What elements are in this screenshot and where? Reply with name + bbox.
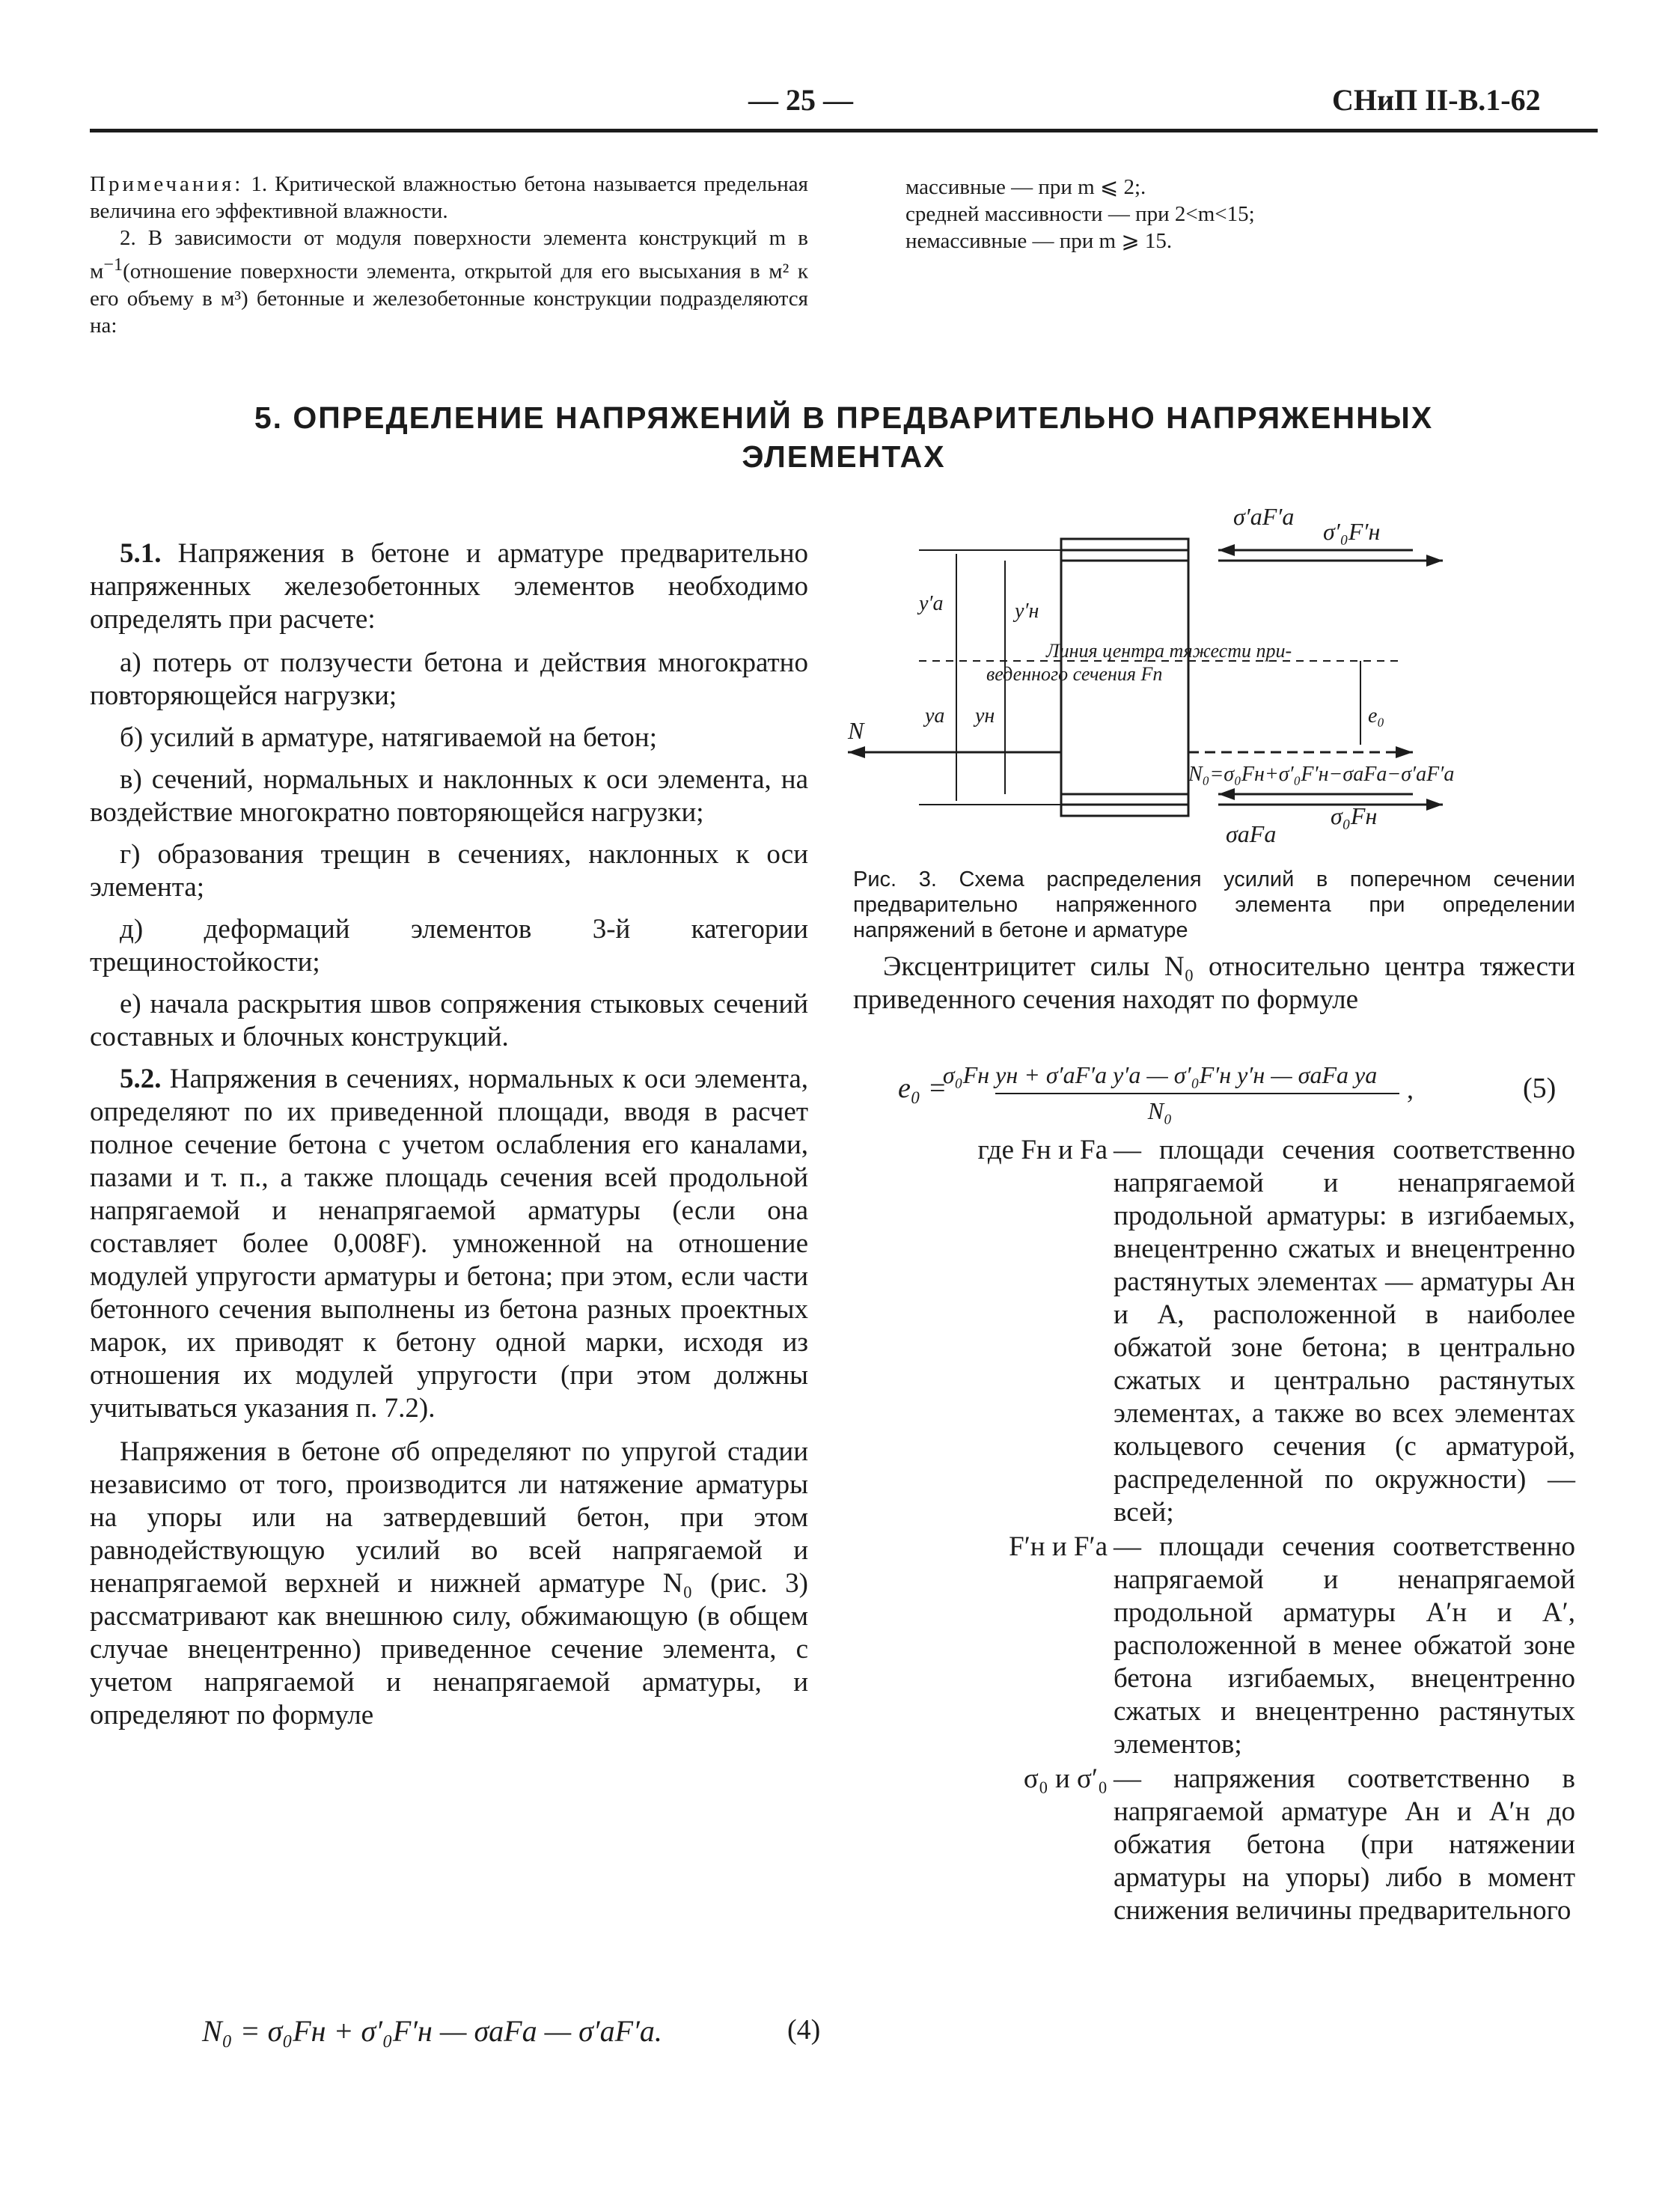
note-2-text: 2. В зависимости от модуля поверхности элемента конструкций m в м xyxy=(90,226,808,284)
list-item: массивные — при m ⩽ 2;. xyxy=(905,175,1146,199)
definition-item xyxy=(853,1763,1575,1927)
formula-5-lhs: e₀ = xyxy=(898,1073,947,1104)
section-title-line-1: 5. ОПРЕДЕЛЕНИЕ НАПРЯЖЕНИЙ В ПРЕДВАРИТЕЛЬНО НАПРЯЖЕННЫХ xyxy=(254,400,1434,435)
definition-item xyxy=(853,1531,1575,1761)
formula-5-numerator: σ₀Fн yн + σ′аF′а y′а — σ′₀F′н y′н — σаFа yа xyxy=(942,1061,1378,1088)
left-column xyxy=(90,537,808,1742)
notes-right xyxy=(853,171,1575,254)
definition-text: — площади сечения соответственно напрягаемой и ненапрягаемой продольной арматуры: в изгибаемых, внецентренно сжатых и внецентренно растянутых элементах — арматуры Aн и A, расположенной в наиболее обжатой зоне бетона; в центрально сжатых и центрально растянутых элементах, а также во всех элементах кольцевого сечения (с арматурой, распределенной по окружности) — всей; xyxy=(1114,1135,1575,1528)
note-2-sup: −1 xyxy=(103,254,123,275)
clause-number: 5.2. xyxy=(120,1064,162,1094)
notes-left xyxy=(90,171,808,339)
paragraph-5-1 xyxy=(90,537,808,636)
arrowhead xyxy=(848,746,865,758)
definition-text: — напряжения соответственно в напрягаемой арматуре Aн и A′н до обжатия бетона (при натяжении арматуры на упоры) либо в момент снижения величины предварительного xyxy=(1114,1763,1575,1926)
label-external-force: N xyxy=(848,717,864,744)
fraction-bar xyxy=(995,1093,1399,1094)
force-diagram xyxy=(844,498,1596,857)
list-item: г) образования трещин в сечениях, наклонных к оси элемента; xyxy=(90,839,808,903)
list-item: б) усилий в арматуре, натягиваемой на бетон; xyxy=(120,722,657,753)
label-bottom-prestressed: σ₀Fн xyxy=(1331,802,1378,829)
list-item: в) сечений, нормальных и наклонных к оси элемента, на воздействие многократно повторяющейся нагрузки; xyxy=(90,764,808,828)
clause-text: Напряжения в сечениях, нормальных к оси элемента, определяют по их приведенной площади, вводя в расчет полное сечение бетона с учетом ослабления его каналами, пазами и т. п., а также площадь сечения всей продольной напрягаемой и ненапрягаемой арматуры (если она составляет более 0,008F). умноженной на отношение модулей упругости арматуры и бетона; при этом, если части бетонного сечения выполнены из бетона разных проектных марок, их приводят к бетону одной марки, исходя из отношения их модулей упругости (при этом должны учитываться указания п. 7.2). xyxy=(90,1064,808,1424)
axis-label-line-1: Линия центра тяжести при- xyxy=(1046,640,1292,662)
calculation-list xyxy=(90,647,808,1054)
label-top-prestressed: σ′₀F′н xyxy=(1323,518,1381,545)
list-item: средней массивности — при 2<m<15; xyxy=(905,202,1255,226)
label-e0: e₀ xyxy=(1368,704,1385,728)
list-item: д) деформаций элементов 3-й категории трещиностойкости; xyxy=(90,914,808,978)
label-bottom-nonprestressed: σаFа xyxy=(1226,820,1277,847)
axis-label-line-2: веденного сечения Fп xyxy=(986,663,1163,685)
formula-5-denominator: N₀ xyxy=(1147,1097,1173,1124)
note-2-start xyxy=(90,225,808,339)
note-1: 1. Критической влажностью бетона называется предельная величина его эффективной влажности. xyxy=(90,172,808,223)
arrowhead xyxy=(1426,555,1443,567)
figure-caption: Рис. 3. Схема распределения усилий в поперечном сечении предварительно напряженного элемента при определении напряжений в бетоне и арматуре xyxy=(853,867,1575,942)
label-resultant: N₀=σ₀Fн+σ′₀F′н−σаFа−σ′аF′а xyxy=(1188,763,1455,786)
formula-4: N₀ = σ₀Fн + σ′₀F′н — σаFа — σ′аF′а. xyxy=(202,2014,662,2048)
formula-5-number: (5) xyxy=(1523,1073,1557,1104)
definitions xyxy=(853,1134,1575,1927)
notes-label: Примечания: xyxy=(90,172,244,196)
section-title-line-2: ЭЛЕМЕНТАХ xyxy=(742,439,946,474)
arrowhead xyxy=(1426,799,1443,811)
paragraph-concrete-stress: Напряжения в бетоне σб определяют по упругой стадии независимо от того, производится ли натяжение арматуры на упоры или на затвердевший бетон, при этом равнодействующую усилий во всей напрягаемой и ненапрягаемой верхней и нижней арматуре N₀ (рис. 3) рассматривают как внешнюю силу, обжимающую (в общем случае внецентренно) приведенное сечение элемента, с учетом напрягаемой и ненапрягаемой арматуры, и определяют по формуле xyxy=(90,1436,808,1730)
list-item: немассивные — при m ⩾ 15. xyxy=(905,229,1173,253)
definition-text: — площади сечения соответственно напрягаемой и ненапрягаемой продольной арматуры A′н и A′, расположенной в менее обжатой зоне бетона изгибаемых, внецентренно сжатых и внецентренно растянутых элементов; xyxy=(1114,1531,1575,1760)
definition-term: F′н и F′а xyxy=(1009,1531,1108,1562)
label-y-h: yн xyxy=(975,704,995,728)
page-number: — 25 — xyxy=(748,83,853,117)
paragraph-eccentricity: Эксцентрицитет силы N₀ относительно центра тяжести приведенного сечения находят по формуле xyxy=(853,951,1575,1015)
list-item: а) потерь от ползучести бетона и действия многократно повторяющейся нагрузки; xyxy=(90,647,808,711)
paragraph-5-2 xyxy=(90,1063,808,1425)
massiveness-list xyxy=(905,174,1575,254)
definition-item xyxy=(853,1134,1575,1529)
formula-4-number: (4) xyxy=(787,2014,821,2046)
label-y-a-prime: y′а xyxy=(919,592,944,615)
header-rule xyxy=(90,129,1598,132)
right-column-intro xyxy=(853,951,1575,1027)
arrowhead xyxy=(1396,746,1413,758)
arrowhead xyxy=(1218,788,1235,800)
clause-number: 5.1. xyxy=(120,538,162,569)
section-title xyxy=(90,398,1598,476)
formula-5 xyxy=(853,1055,1575,1123)
list-item: е) начала раскрытия швов сопряжения стыковых сечений составных и блочных конструкций. xyxy=(90,989,808,1052)
definition-term: где Fн и Fа xyxy=(977,1135,1108,1165)
figure-3 xyxy=(844,498,1596,857)
note-2-continued: (отношение поверхности элемента, открытой для его высыхания в м² к его объему в м³) бетонные и железобетонные конструкции подразделяются на: xyxy=(90,259,808,338)
label-y-h-prime: y′н xyxy=(1015,600,1039,623)
definition-term: σ₀ и σ′₀ xyxy=(1023,1763,1108,1794)
label-y-a: yа xyxy=(925,704,945,728)
clause-text: Напряжения в бетоне и арматуре предварительно напряженных железобетонных элементов необходимо определять при расчете: xyxy=(90,538,809,635)
arrowhead xyxy=(1218,544,1235,556)
document-code: СНиП II-В.1-62 xyxy=(1332,83,1541,117)
formula-5-comma: , xyxy=(1407,1074,1414,1104)
label-top-nonprestressed: σ′аF′а xyxy=(1233,503,1295,530)
